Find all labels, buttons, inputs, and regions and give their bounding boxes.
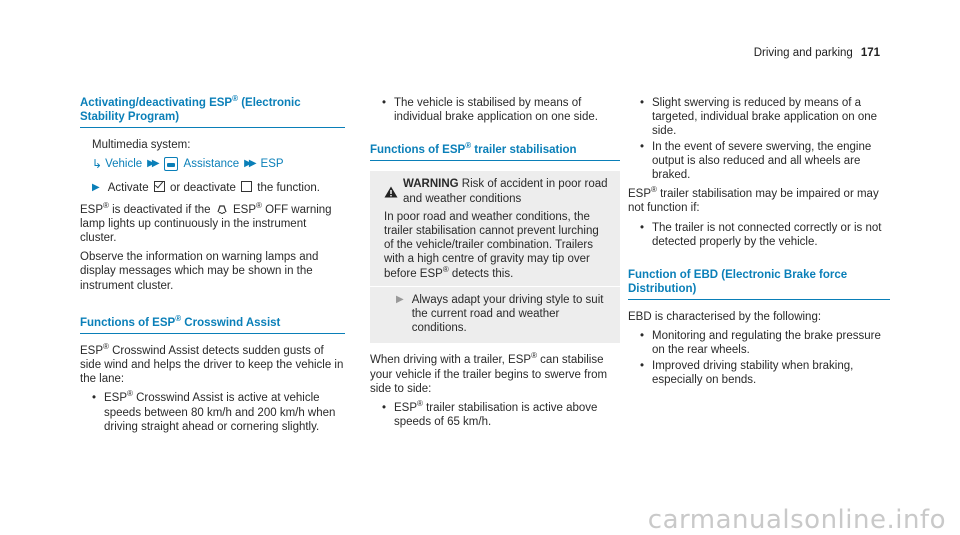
double-arrow-icon: ▶▶ [147, 158, 157, 170]
warning-label: WARNING [403, 178, 459, 191]
list-item: • The vehicle is stabilised by means of individual brake application on one side. [370, 96, 620, 124]
ebd-list [628, 329, 890, 387]
path-vehicle: Vehicle [105, 158, 143, 171]
crosswind-list [80, 391, 345, 434]
double-arrow-icon: ▶▶ [244, 158, 254, 170]
warning-instruction: ▶ Always adapt your driving style to suit the current road and weather conditions. [396, 293, 604, 335]
heading-activating-esp: Activating/deactivating ESP® (Electronic Stability Program) [80, 96, 345, 128]
ebd-intro: EBD is characterised by the following: [628, 311, 822, 324]
impair-list [628, 221, 890, 249]
watermark: carmanualsonline.info [647, 504, 946, 535]
esp-deactivated-text: ESP® is deactivated if the ESP® OFF warning lamp lights up continuously in the instrument cluster. [80, 200, 332, 245]
list-item: • Slight swerving is reduced by means of a targeted, individual brake application on one side. [628, 96, 890, 139]
impair-text: ESP® trailer stabilisation may be impaired or may not function if: [628, 185, 879, 215]
swerving-list [628, 96, 890, 182]
list-item: • The trailer is not connected correctly or is not detected properly by the vehicle. [628, 221, 890, 249]
esp-off-warning-icon [216, 203, 228, 215]
system-label: Multimedia system: [92, 139, 191, 151]
warning-triangle-icon [384, 186, 398, 198]
checkbox-checked-icon [154, 181, 165, 192]
menu-path [80, 157, 345, 171]
list-item: • ESP® Crosswind Assist is active at vehicle speeds between 80 km/h and 200 km/h when driving straight ahead or cornering slightly. [80, 391, 345, 434]
path-start-icon: ↳ [92, 157, 103, 172]
trailer-list [370, 401, 620, 429]
crosswind-intro: ESP® Crosswind Assist detects sudden gusts of side wind and helps the driver to keep the vehicle in the lane: [80, 342, 344, 386]
heading-trailer-stabilisation: Functions of ESP® trailer stabilisation [370, 143, 620, 161]
warning-title: Risk of accident in poor road and weather conditions [403, 178, 608, 205]
instruction-arrow-icon: ▶ [92, 182, 100, 194]
list-item: • Improved driving stability when braking, especially on bends. [628, 359, 890, 387]
column-2 [370, 96, 620, 434]
stabilised-list [370, 96, 620, 124]
observe-text: Observe the information on warning lamps and display messages which may be shown in the instrument cluster. [80, 251, 319, 292]
instruction-activate: ▶ Activate or deactivate the function. [92, 182, 320, 195]
heading-crosswind-assist: Functions of ESP® Crosswind Assist [80, 316, 345, 334]
page-header [754, 46, 880, 60]
instruction-arrow-icon: ▶ [396, 293, 404, 305]
path-assistance: Assistance [183, 158, 240, 171]
section-title: Driving and parking [753, 47, 853, 59]
list-item: • ESP® trailer stabilisation is active above speeds of 65 km/h. [370, 401, 620, 429]
warning-body: In poor road and weather conditions, the trailer stabilisation cannot prevent lurching of the vehicle/trailer combination. Trailers with a high centre of gravity may tip over before ESP® detects this. [384, 210, 599, 280]
trailer-intro: When driving with a trailer, ESP® can stabilise your vehicle if the trailer begins to swerve from side to side: [370, 351, 608, 395]
checkbox-empty-icon [241, 181, 252, 192]
column-1 [80, 96, 345, 439]
page-number: 171 [860, 47, 880, 59]
warning-box [370, 171, 620, 343]
list-item: • Monitoring and regulating the brake pressure on the rear wheels. [628, 329, 890, 357]
column-3 [628, 96, 890, 392]
heading-ebd: Function of EBD (Electronic Brake force Distribution) [628, 268, 890, 300]
assistance-icon [164, 157, 178, 171]
list-item: • In the event of severe swerving, the engine output is also reduced and all wheels are braked. [628, 140, 890, 183]
path-esp: ESP [260, 158, 284, 171]
